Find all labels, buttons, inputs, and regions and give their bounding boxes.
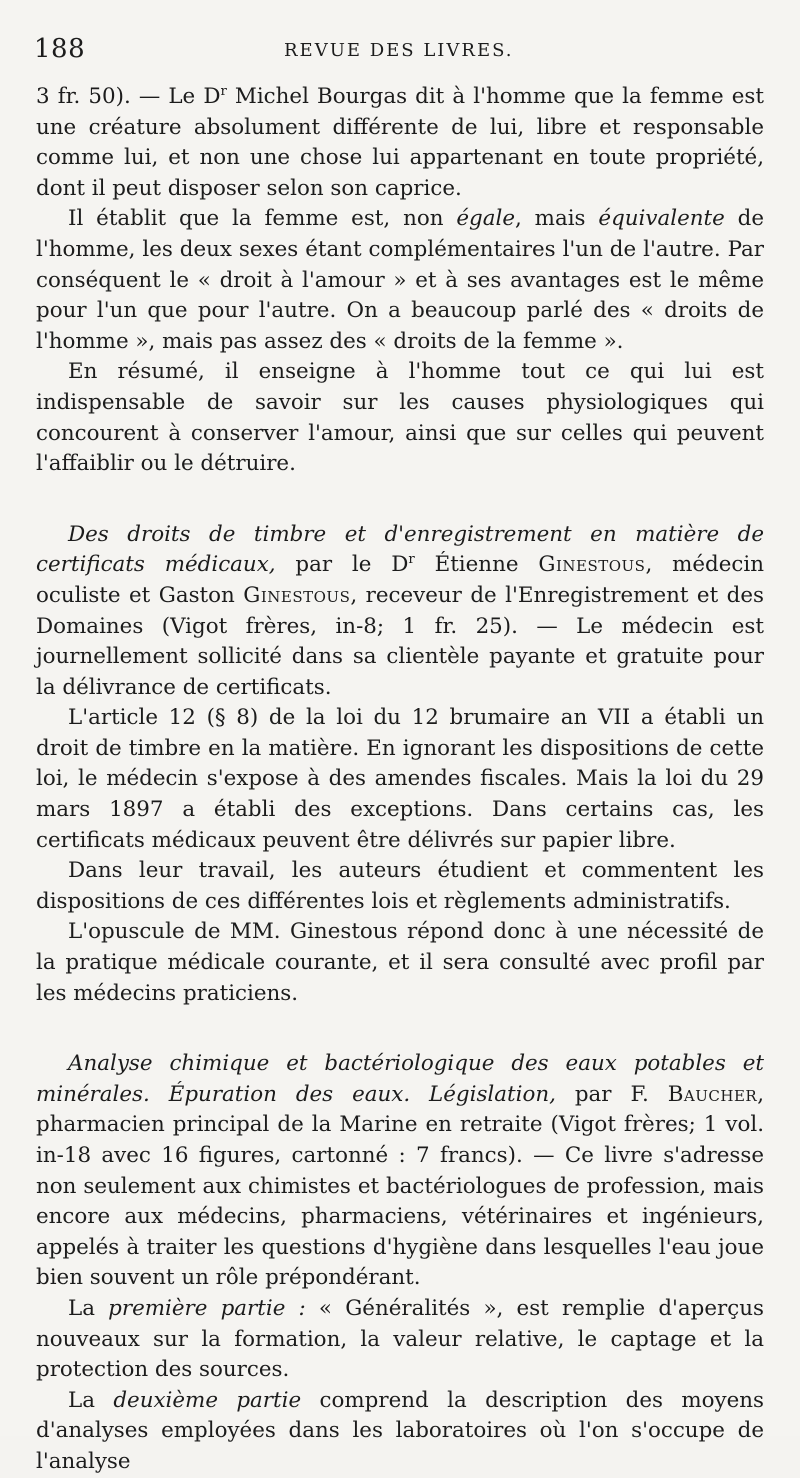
review-ginestous-paragraph-1: Des droits de timbre et d'enregistrement en matière de certificats médicaux, par le $D^r$ Étienne Ginestous, médecin oculiste et Gaston Ginestous, receveur de l'Enregistrement et des Domaines (Vigot frères, in-8; 1 fr. 25). — Le médecin est journellement sollicité dans sa clientèle payante et gratuite pour la délivrance de certificats. — [36, 521, 764, 700]
review-ginestous-paragraph-4: L'opuscule de MM. Ginestous répond donc à une nécessité de la pratique médicale courante, et il sera consulté avec profil par les médecins praticiens. — [36, 919, 764, 1006]
author-name: Ginestous — [538, 552, 646, 578]
review-bourgas-paragraph-3: En résumé, il enseigne à l'homme tout ce qui lui est indispensable de savoir sur les causes physiologiques qui concourent à conserver l'amour, ainsi que sur celles qui peuvent l'affaiblir ou le détruire. — [36, 359, 764, 477]
review-baucher-paragraph-3: La deuxième partie comprend la description des moyens d'analyses employées dans les laboratoires où l'on s'occupe de l'analyse — [36, 1387, 764, 1474]
review-ginestous-paragraph-2: L'article 12 (§ 8) de la loi du 12 brumaire an VII a établi un droit de timbre en la matière. En ignorant les dispositions de cette loi, le médecin s'expose à des amendes fiscales. Mais la loi du 29 mars 1897 a établi des exceptions. Dans certains cas, les certificats médicaux peuvent être délivrés sur papier libre. — [36, 705, 764, 853]
review-baucher-title: Analyse chimique et bactériologique des eaux potables et minérales. Épuration des eaux. Législation, — [36, 1051, 764, 1107]
review-bourgas-paragraph-1: 3 fr. 50). — Le $D^r$ Michel Bourgas dit à l'homme que la femme est une créature absolument différente de lui, libre et responsable comme lui, et non une chose lui appartenant en toute propriété, dont il peut disposer selon son caprice. — [36, 83, 764, 201]
page-number: 188 — [34, 34, 86, 64]
section-separator — [36, 480, 764, 520]
review-baucher-paragraph-1: Analyse chimique et bactériologique des eaux potables et minérales. Épuration des eaux. Législation, par F. Baucher, pharmacien principal de la Marine en retraite (Vigot frères; 1 vol. in-18 avec 16 figures, cartonné : 7 francs). — Ce livre s'adresse non seulement aux chimistes et bactériologues de profession, mais encore aux médecins, pharmaciens, vétérinaires et ingénieurs, appelés à traiter les questions d'hygiène dans lesquelles l'eau joue bien souvent un rôle prépondérant. — [36, 1051, 764, 1291]
italic-equivalente: équivalente — [598, 206, 725, 232]
italic-egale: égale — [456, 206, 515, 232]
author-name: Baucher — [667, 1081, 758, 1107]
section-separator — [36, 1009, 764, 1049]
page-body — [36, 82, 764, 1478]
running-title: REVUE DES LIVRES. — [284, 40, 514, 61]
review-ginestous-title: Des droits de timbre et d'enregistrement en matière de certificats médicaux, — [36, 521, 764, 578]
author-name: Ginestous — [243, 582, 351, 608]
review-bourgas-paragraph-2: Il établit que la femme est, non égale, mais équivalente de l'homme, les deux sexes étant complémentaires l'un de l'autre. Par conséquent le « droit à l'amour » et à ses avantages est le même pour l'un que pour l'autre. On a beaucoup parlé des « droits de l'homme », mais pas assez des « droits de la femme ». — [36, 206, 764, 354]
page-header — [34, 34, 760, 70]
review-ginestous-paragraph-3: Dans leur travail, les auteurs étudient et commentent les dispositions de ces différentes lois et règlements administratifs. — [36, 858, 764, 914]
review-baucher-paragraph-2: La première partie : « Généralités », est remplie d'aperçus nouveaux sur la formation, la valeur relative, le captage et la protection des sources. — [36, 1295, 764, 1383]
